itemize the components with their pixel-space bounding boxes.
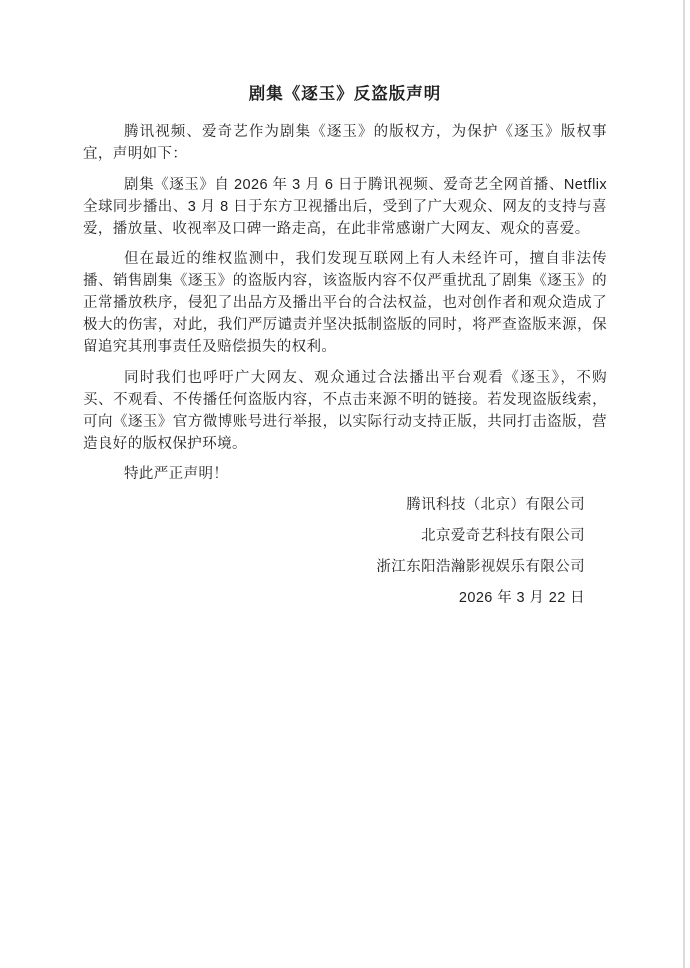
- signature-block: [0, 490, 690, 614]
- page-title: 剧集《逐玉》反盗版声明: [248, 85, 442, 103]
- date-line: 2026 年 3 月 22 日: [458, 589, 585, 606]
- paragraph-piracy-condemnation: 但在最近的维权监测中，我们发现互联网上有人未经许可，擅自非法传播、销售剧集《逐玉》的盗版内容，该盗版内容不仅严重扰乱了剧集《逐玉》的正常播放秩序，侵犯了出品方及播出平台的合法权益，也对创作者和观众造成了极大的伤害，对此，我们严厉谴责并坚决抵制盗版的同时，将严查盗版来源，保留追究其刑事责任及赔偿损失的权利。: [83, 251, 607, 355]
- paragraph-call-to-action: 同时我们也呼吁广大网友、观众通过合法播出平台观看《逐玉》，不购买、不观看、不传播任何盗版内容，不点击来源不明的链接。若发现盗版线索，可向《逐玉》官方微博账号进行举报，以实际行动支持正版，共同打击盗版，营造良好的版权保护环境。: [83, 369, 607, 452]
- paragraph-closing: 特此严正声明！: [124, 466, 229, 482]
- paragraph-intro: 腾讯视频、爱奇艺作为剧集《逐玉》的版权方，为保护《逐玉》版权事宜，声明如下：: [83, 124, 607, 162]
- signature-line-iqiyi: 北京爱奇艺科技有限公司: [421, 527, 585, 544]
- page-edge-divider: [683, 0, 685, 968]
- paragraph-broadcast-info: 剧集《逐玉》自 2026 年 3 月 6 日于腾讯视频、爱奇艺全网首播、Netflix 全球同步播出、3 月 8 日于东方卫视播出后，受到了广大观众、网友的支持与喜爱，播放量、收视率及口碑一路走高，在此非常感谢广大网友、观众的喜爱。: [83, 176, 607, 237]
- statement-body: [0, 121, 690, 485]
- signature-line-haohan: 浙江东阳浩瀚影视娱乐有限公司: [376, 558, 585, 575]
- signature-line-tencent: 腾讯科技（北京）有限公司: [406, 496, 585, 513]
